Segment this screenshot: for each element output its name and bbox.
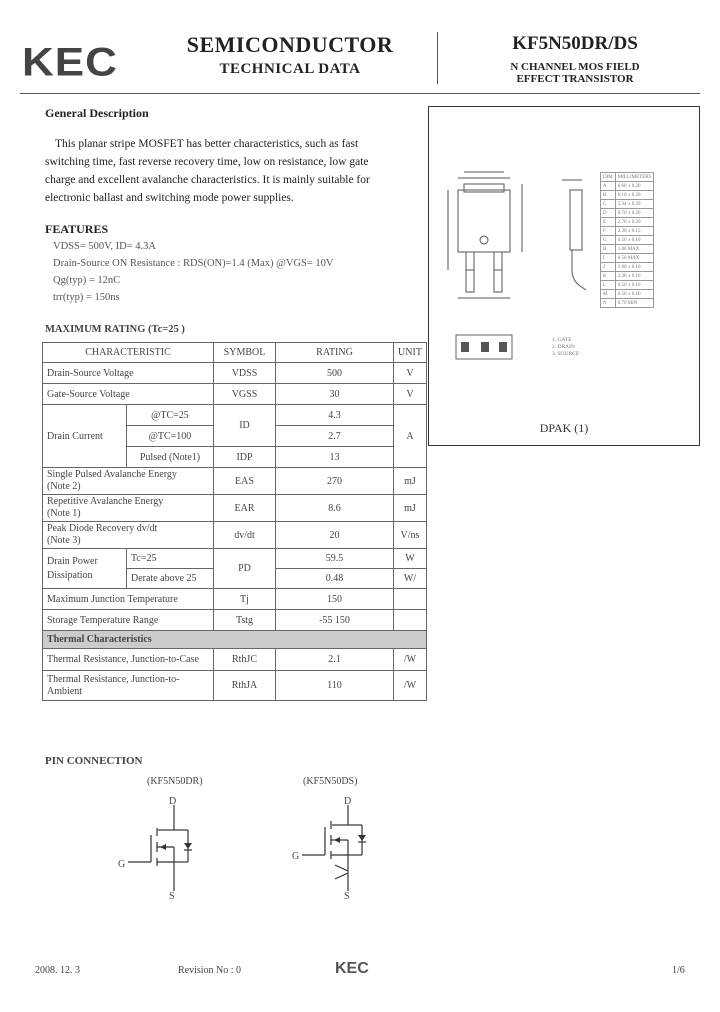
header-divider [437, 32, 438, 84]
dim-cell: 0.50 MAX [615, 254, 654, 263]
dim-cell: L [601, 281, 616, 290]
dim-cell: 1.00 MAX [615, 245, 654, 254]
general-description-text [45, 135, 413, 207]
cell: VGSS [214, 384, 276, 405]
pin-legend-item: 3. SOURCE [552, 351, 580, 357]
desc-line: charge and excellent avalanche characteristics. It is mainly suitable for [45, 174, 370, 186]
dim-row [601, 218, 654, 227]
package-bottom-view [455, 334, 515, 360]
feature-item: trr(typ) = 150ns [53, 292, 120, 303]
cell: V [394, 363, 427, 384]
cell: 110 [276, 671, 394, 701]
table-row [43, 495, 427, 522]
footer-page: 1/6 [672, 965, 685, 976]
table-row [43, 549, 427, 569]
dim-cell: I [601, 254, 616, 263]
cell: 20 [276, 522, 394, 549]
dim-cell: B [601, 191, 616, 200]
cell: EAR [214, 495, 276, 522]
cell: W [394, 549, 427, 569]
cell: /W [394, 649, 427, 671]
cell: @TC=25 [127, 405, 214, 426]
dim-cell: 0.70 MIN [615, 299, 654, 308]
dim-header-row [601, 173, 654, 182]
cell: V/ns [394, 522, 427, 549]
cell: 4.3 [276, 405, 394, 426]
dimension-table [600, 172, 654, 308]
dim-row [601, 290, 654, 299]
cell-line: Peak Diode Recovery dv/dt [47, 523, 158, 534]
dim-cell: 1.00 ± 0.10 [615, 263, 654, 272]
table-row [43, 363, 427, 384]
dim-row [601, 254, 654, 263]
desc-line: switching time, fast reverse recovery time, low on resistance, low gate [45, 156, 369, 168]
table-row [43, 589, 427, 610]
cell: 2.1 [276, 649, 394, 671]
pin-legend [552, 337, 579, 358]
dim-cell: 0.50 ± 0.10 [615, 290, 654, 299]
cell [394, 610, 427, 631]
cell: Tc=25 [127, 549, 214, 569]
dim-cell: H [601, 245, 616, 254]
table-header-row [43, 343, 427, 363]
cell: Maximum Junction Temperature [43, 589, 214, 610]
dim-cell: G [601, 236, 616, 245]
table-row [43, 405, 427, 426]
cell: 150 [276, 589, 394, 610]
pin-legend-item: 2. DRAIN [552, 344, 575, 350]
desc-line: electronic ballast and switching mode power supplies. [45, 192, 294, 204]
cell: Tstg [214, 610, 276, 631]
feature-item: Drain-Source ON Resistance : RDS(ON)=1.4 (Max) @VGS= 10V [53, 258, 334, 269]
cell: /W [394, 671, 427, 701]
cell: Derate above 25 [127, 569, 214, 589]
footer-revision: Revision No : 0 [178, 965, 242, 976]
cell: mJ [394, 468, 427, 495]
cell [43, 495, 214, 522]
dim-cell: C [601, 200, 616, 209]
dim-cell: 0.50 ± 0.10 [615, 236, 654, 245]
drain-label-ds: D [344, 796, 352, 807]
left-variant-label: (KF5N50DR) [147, 776, 203, 787]
cell: A [394, 405, 427, 468]
dim-cell: E [601, 218, 616, 227]
cell-line: Single Pulsed Avalanche Energy [47, 469, 177, 480]
dim-cell: A [601, 182, 616, 191]
dim-cell: 0.70 ± 0.20 [615, 209, 654, 218]
dim-cell: J [601, 263, 616, 272]
cell: 30 [276, 384, 394, 405]
col-characteristic: CHARACTERISTIC [43, 343, 214, 363]
cell: dv/dt [214, 522, 276, 549]
feature-item: Qg(typ) = 12nC [53, 275, 121, 286]
col-unit: UNIT [394, 343, 427, 363]
dim-row [601, 209, 654, 218]
dim-cell: M [601, 290, 616, 299]
dim-row [601, 236, 654, 245]
technical-data-title: TECHNICAL DATA [219, 61, 361, 77]
cell: @TC=100 [127, 426, 214, 447]
cell: RthJC [214, 649, 276, 671]
subtitle-line1: N CHANNEL MOS FIELD [510, 61, 640, 73]
kec-logo: KEC [22, 40, 118, 85]
dim-cell: 2.30 ± 0.10 [615, 272, 654, 281]
cell: RthJA [214, 671, 276, 701]
dim-cell: 2.70 ± 0.20 [615, 218, 654, 227]
dim-row [601, 182, 654, 191]
semiconductor-title: SEMICONDUCTOR [186, 32, 394, 57]
dim-cell: 5.34 ± 0.20 [615, 200, 654, 209]
gate-label: G [118, 859, 126, 870]
cell: ID [214, 405, 276, 447]
cell [394, 589, 427, 610]
dim-row [601, 191, 654, 200]
cell: 13 [276, 447, 394, 468]
general-description-heading: General Description [45, 106, 149, 120]
cell: Drain Current [43, 405, 127, 468]
cell-line: Drain Power [47, 555, 98, 567]
desc-line: This planar stripe MOSFET has better characteristics, such as fast [55, 138, 359, 150]
mosfet-symbol-ds [298, 805, 370, 891]
dim-cell: 0.50 ± 0.10 [615, 281, 654, 290]
max-rating-table [42, 342, 427, 701]
table-row [43, 610, 427, 631]
source-label-ds: S [344, 891, 350, 902]
thermal-heading: Thermal Characteristics [43, 631, 427, 649]
dim-row [601, 245, 654, 254]
features-list [53, 238, 333, 306]
dim-cell: F [601, 227, 616, 236]
cell-line: Dissipation [47, 569, 93, 581]
dim-cell: MILLIMETERS [615, 173, 654, 182]
cell: 500 [276, 363, 394, 384]
table-row [43, 649, 427, 671]
footer-date: 2008. 12. 3 [35, 965, 80, 976]
cell: 0.48 [276, 569, 394, 589]
dim-cell: K [601, 272, 616, 281]
dim-row [601, 272, 654, 281]
cell: Drain-Source Voltage [43, 363, 214, 384]
pin-connection-heading: PIN CONNECTION [45, 755, 143, 767]
mosfet-symbol-dr [124, 805, 196, 891]
cell: Pulsed (Note1) [127, 447, 214, 468]
dim-cell: DIM [601, 173, 616, 182]
drain-label: D [169, 796, 177, 807]
table-row [43, 671, 427, 701]
cell [43, 522, 214, 549]
dim-cell: 2.30 ± 0.15 [615, 227, 654, 236]
col-symbol: SYMBOL [214, 343, 276, 363]
cell-line: Ambient [47, 685, 82, 697]
cell: -55 150 [276, 610, 394, 631]
package-label: DPAK (1) [539, 421, 589, 435]
gate-label-ds: G [292, 851, 300, 862]
cell: 8.6 [276, 495, 394, 522]
cell [43, 549, 127, 589]
subtitle-line2: EFFECT TRANSISTOR [516, 73, 634, 85]
features-heading: FEATURES [45, 222, 109, 236]
dim-row [601, 299, 654, 308]
cell-line: (Note 3) [47, 535, 81, 546]
cell-line: Repetitive Avalanche Energy [47, 496, 164, 507]
right-variant-label: (KF5N50DS) [303, 776, 358, 787]
cell: 2.7 [276, 426, 394, 447]
header-rule [20, 93, 700, 94]
dim-row [601, 200, 654, 209]
cell: Thermal Resistance, Junction-to-Case [43, 649, 214, 671]
dim-row [601, 227, 654, 236]
cell: EAS [214, 468, 276, 495]
cell: IDP [214, 447, 276, 468]
dim-cell: 6.10 ± 0.20 [615, 191, 654, 200]
cell: 59.5 [276, 549, 394, 569]
cell-line: (Note 1) [47, 508, 81, 519]
thermal-heading-row [43, 631, 427, 649]
cell: PD [214, 549, 276, 589]
footer-kec-logo: KEC [335, 960, 369, 977]
cell: VDSS [214, 363, 276, 384]
dim-cell: 6.60 ± 0.20 [615, 182, 654, 191]
table-row [43, 522, 427, 549]
cell: mJ [394, 495, 427, 522]
dim-row [601, 281, 654, 290]
cell: 270 [276, 468, 394, 495]
table-row [43, 468, 427, 495]
cell: V [394, 384, 427, 405]
feature-item: VDSS= 500V, ID= 4.3A [53, 241, 156, 252]
dim-row [601, 263, 654, 272]
table-row [43, 384, 427, 405]
dim-cell: D [601, 209, 616, 218]
cell: Gate-Source Voltage [43, 384, 214, 405]
source-label: S [169, 891, 175, 902]
cell-line: Thermal Resistance, Junction-to- [47, 673, 180, 685]
pin-legend-item: 1. GATE [552, 337, 572, 343]
cell-line: (Note 2) [47, 481, 81, 492]
dim-cell: N [601, 299, 616, 308]
max-rating-heading: MAXIMUM RATING (Tc=25 ) [45, 324, 185, 335]
cell [43, 468, 214, 495]
col-rating: RATING [276, 343, 394, 363]
cell: Tj [214, 589, 276, 610]
part-number: KF5N50DR/DS [512, 33, 638, 54]
cell [43, 671, 214, 701]
cell: W/ [394, 569, 427, 589]
cell: Storage Temperature Range [43, 610, 214, 631]
